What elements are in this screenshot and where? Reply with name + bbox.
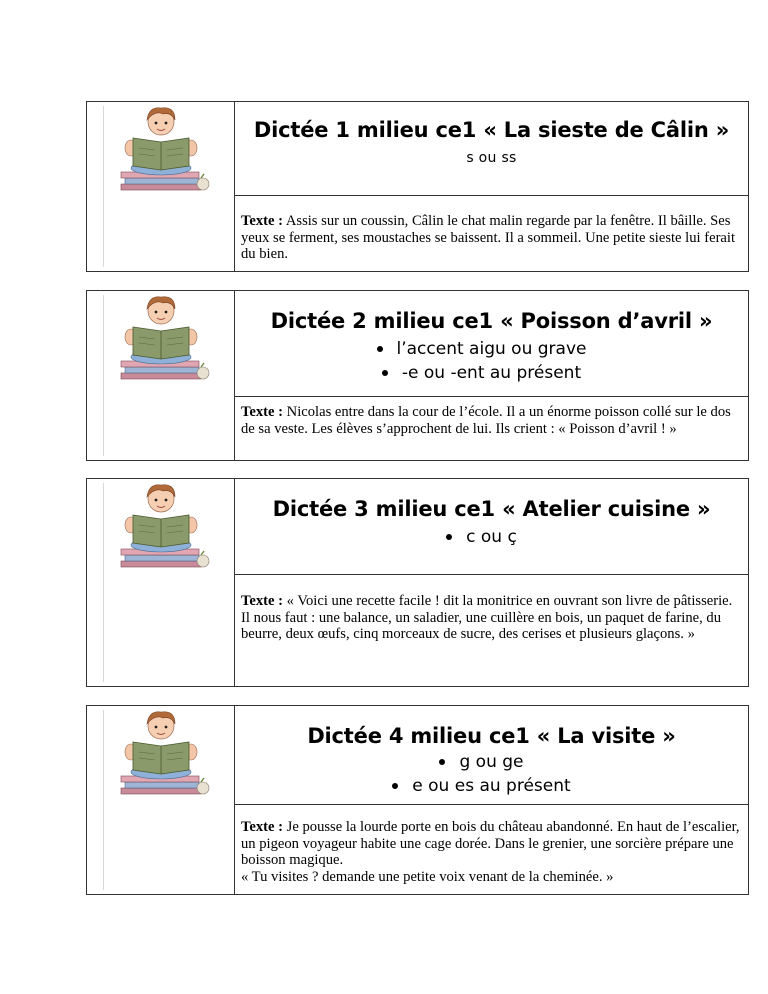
rule-item xyxy=(466,525,517,549)
rule-item xyxy=(459,750,523,774)
card-header xyxy=(235,291,748,397)
text-label: Texte : xyxy=(241,593,284,609)
bullet-icon xyxy=(392,783,398,789)
rule-item xyxy=(402,361,581,385)
bullet-icon xyxy=(377,346,383,352)
illustration-cell xyxy=(87,291,235,460)
text-label: Texte : xyxy=(241,213,284,229)
spelling-rules-list xyxy=(235,337,748,385)
illustration-cell xyxy=(87,706,235,894)
reading-child-icon xyxy=(113,481,215,573)
card-title: Dictée 4 milieu ce1 « La visite » xyxy=(307,724,676,748)
dictation-text xyxy=(235,575,748,643)
rule-text: l’accent aigu ou grave xyxy=(396,339,587,359)
text-body-continued: « Tu visites ? demande une petite voix venant de la cheminée. » xyxy=(241,868,614,885)
text-body-continued: Il nous faut : une balance, un saladier, une cuillère en bois, un paquet de farine, du beurre, deux œufs, cinq morceaux de sucre, des cerises et plusieurs glaçons. » xyxy=(241,609,722,643)
card-title: Dictée 2 milieu ce1 « Poisson d’avril » xyxy=(270,309,713,333)
text-label: Texte : xyxy=(241,404,284,420)
reading-child-icon xyxy=(113,104,215,196)
text-body: Assis sur un coussin, Câlin le chat malin regarde par la fenêtre. Il bâille. Ses yeux se ferment, ses moustaches se baissent. Il a sommeil. Une petite sieste lui ferait du bien. xyxy=(241,213,736,263)
card-title: Dictée 3 milieu ce1 « Atelier cuisine » xyxy=(272,497,711,521)
dictee-card-2 xyxy=(86,290,749,461)
rule-text: e ou es au présent xyxy=(412,776,571,796)
reading-child-icon xyxy=(113,293,215,385)
text-label: Texte : xyxy=(241,819,284,835)
card-title: Dictée 1 milieu ce1 « La sieste de Câlin » xyxy=(253,118,730,142)
card-header xyxy=(235,479,748,575)
rule-item xyxy=(412,774,570,798)
bullet-icon xyxy=(439,759,445,765)
reading-child-icon xyxy=(113,708,215,800)
spelling-rules-list xyxy=(235,750,748,798)
spelling-rule: s ou ss xyxy=(466,150,517,166)
dictee-card-4 xyxy=(86,705,749,895)
bullet-icon xyxy=(446,534,452,540)
dictation-text xyxy=(235,805,748,885)
rule-text: g ou ge xyxy=(459,752,524,772)
dictation-text xyxy=(235,397,748,437)
dictation-text xyxy=(235,196,748,263)
card-header xyxy=(235,102,748,196)
text-body: Je pousse la lourde porte en bois du château abandonné. En haut de l’escalier, un pigeon voyageur habite une cage dorée. Dans le grenier, une sorcière prépare une boisson magique. xyxy=(241,819,740,869)
illustration-cell xyxy=(87,479,235,686)
rule-item xyxy=(397,337,587,361)
dictee-card-3 xyxy=(86,478,749,687)
dictee-card-1 xyxy=(86,101,749,272)
rule-text: -e ou -ent au présent xyxy=(401,363,582,383)
illustration-cell xyxy=(87,102,235,271)
text-body: « Voici une recette facile ! dit la monitrice en ouvrant son livre de pâtisserie. xyxy=(283,593,733,609)
text-body: Nicolas entre dans la cour de l’école. Il a un énorme poisson collé sur le dos de sa veste. Les élèves s’approchent de lui. Ils crient : « Poisson d’avril ! » xyxy=(241,404,731,437)
bullet-icon xyxy=(382,370,388,376)
spelling-rules-list xyxy=(235,525,748,549)
card-header xyxy=(235,706,748,805)
rule-text: c ou ç xyxy=(466,527,517,547)
